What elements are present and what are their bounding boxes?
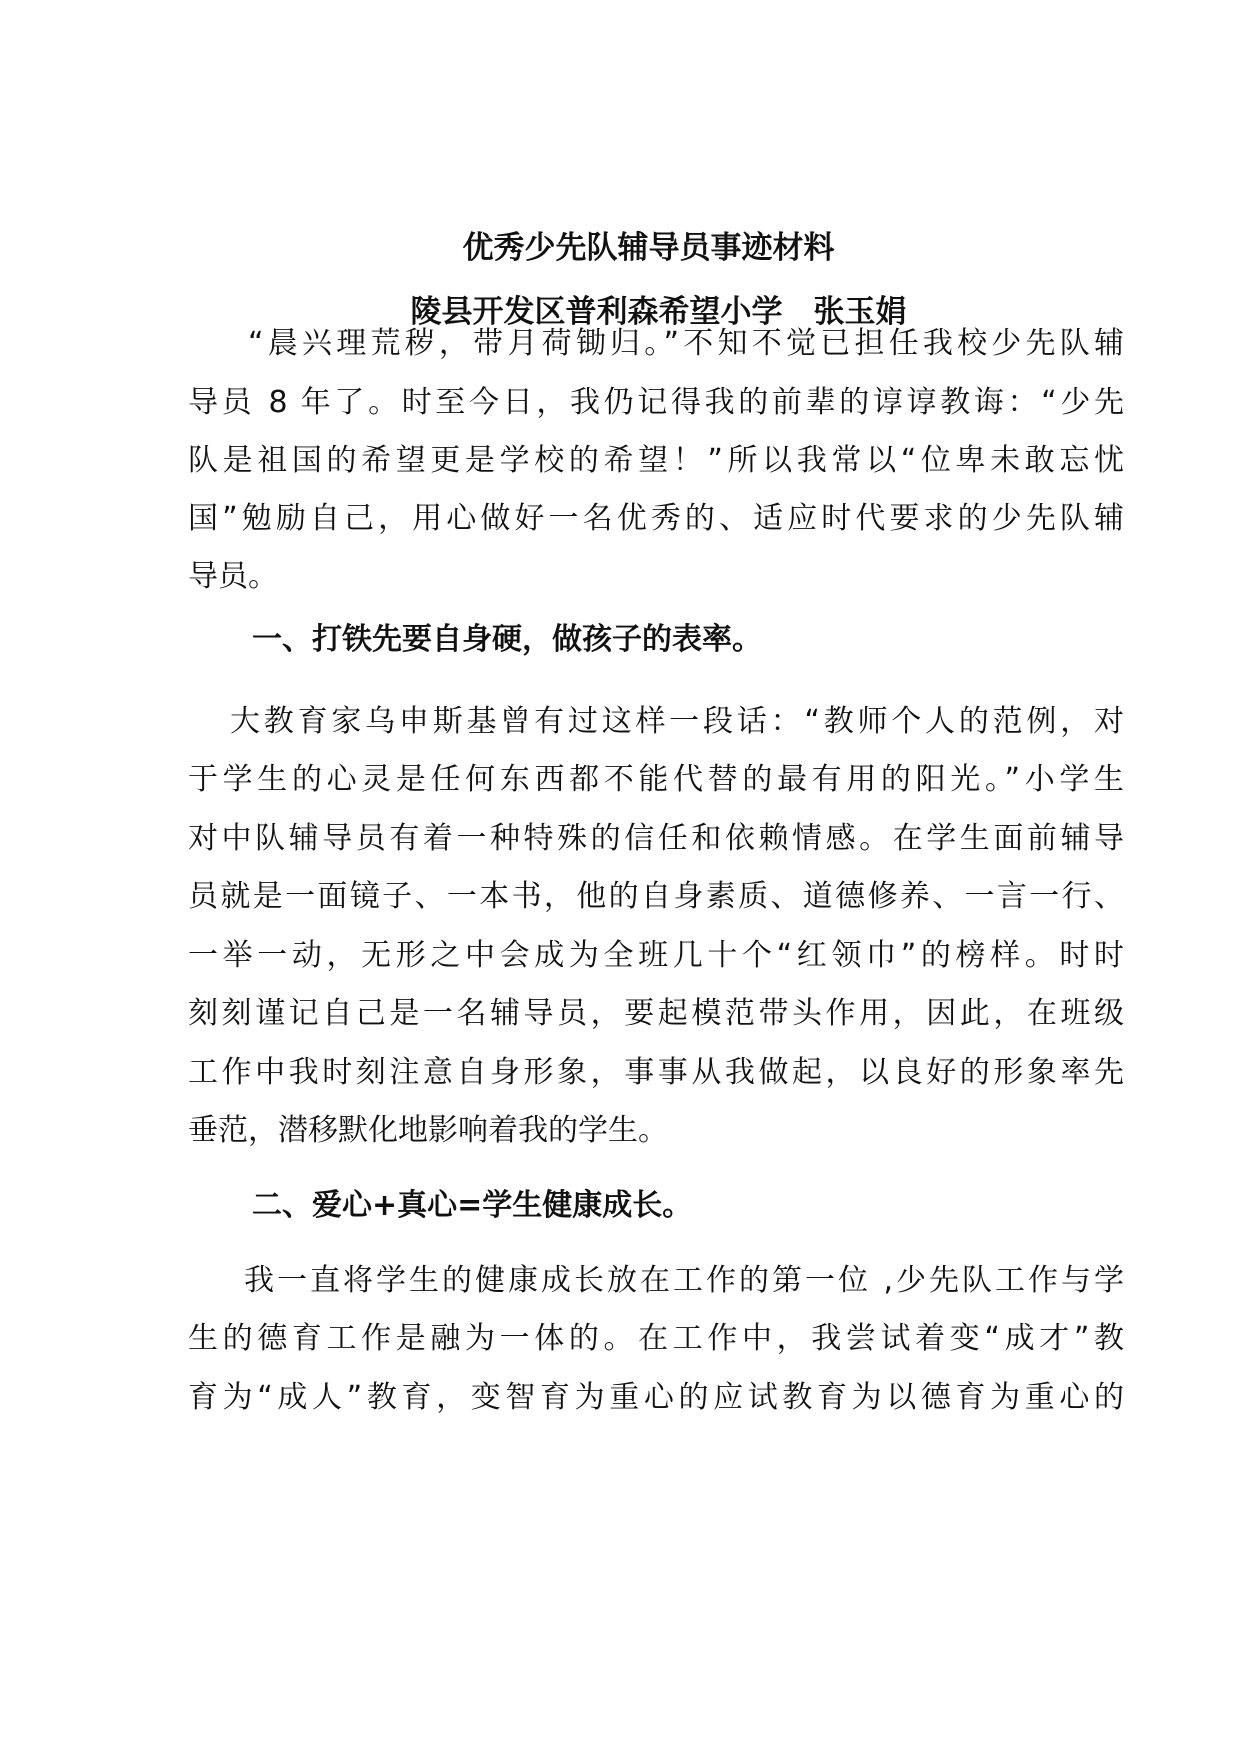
paragraph-line: 员就是一面镜子、一本书，他的自身素质、道德修养、一言一行、 [188, 879, 1124, 914]
section-heading: 一、打铁先要自身硬，做孩子的表率。 [252, 622, 762, 657]
paragraph-line: “晨兴理荒秽，带月荷锄归。”不知不觉已担任我校少先队辅 [248, 326, 1124, 361]
author-line: 陵县开发区普利森希望小学 张玉娟 [410, 294, 907, 330]
section-heading: 二、爱心+真心=学生健康成长。 [252, 1188, 693, 1223]
paragraph-line: 刻刻谨记自己是一名辅导员，要起模范带头作用，因此，在班级 [188, 996, 1124, 1031]
paragraph-line: 生的德育工作是融为一体的。在工作中，我尝试着变“成才”教 [188, 1321, 1124, 1356]
paragraph-line: 导员 8 年了。时至今日，我仍记得我的前辈的谆谆教诲：“少先 [188, 385, 1124, 420]
paragraph-line: 我一直将学生的健康成长放在工作的第一位 ,少先队工作与学 [244, 1263, 1124, 1298]
paragraph-line: 对中队辅导员有着一种特殊的信任和依赖情感。在学生面前辅导 [188, 821, 1124, 856]
paragraph-line: 垂范，潜移默化地影响着我的学生。 [188, 1113, 668, 1148]
paragraph-line: 育为“成人”教育，变智育为重心的应试教育为以德育为重心的 [188, 1380, 1124, 1415]
paragraph-line: 大教育家乌申斯基曾有过这样一段话：“教师个人的范例，对 [230, 704, 1124, 739]
paragraph-line: 国”勉励自己，用心做好一名优秀的、适应时代要求的少先队辅 [188, 501, 1124, 536]
document-title: 优秀少先队辅导员事迹材料 [462, 230, 835, 266]
paragraph-line: 一举一动，无形之中会成为全班几十个“红领巾”的榜样。时时 [188, 938, 1124, 973]
paragraph-line: 工作中我时刻注意自身形象，事事从我做起，以良好的形象率先 [188, 1055, 1124, 1090]
paragraph-line: 队是祖国的希望更是学校的希望！”所以我常以“位卑未敢忘忧 [188, 443, 1124, 478]
paragraph-line: 于学生的心灵是任何东西都不能代替的最有用的阳光。”小学生 [188, 762, 1124, 797]
paragraph-line: 导员。 [188, 559, 278, 594]
